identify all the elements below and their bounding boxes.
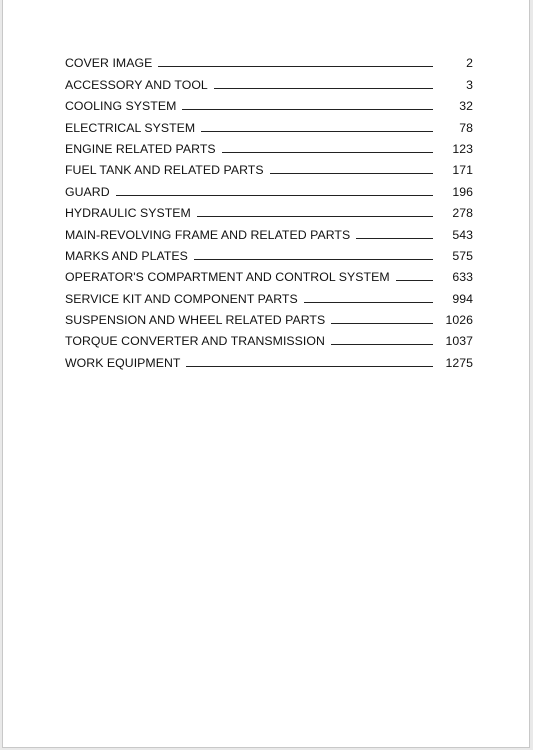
- toc-entry-page: 994: [452, 291, 473, 306]
- toc-entry-title: ACCESSORY AND TOOL: [65, 77, 208, 92]
- toc-entry[interactable]: [65, 263, 473, 284]
- toc-entry[interactable]: [65, 156, 473, 177]
- toc-entry-page: 633: [452, 270, 473, 285]
- toc-leader-line: [222, 152, 433, 153]
- toc-leader-line: [186, 366, 433, 367]
- toc-entry[interactable]: [65, 199, 473, 220]
- toc-entry-page: 1026: [445, 313, 473, 328]
- table-of-contents: [65, 49, 473, 370]
- toc-entry[interactable]: [65, 177, 473, 198]
- toc-entry-page: 1037: [445, 334, 473, 349]
- toc-entry[interactable]: [65, 220, 473, 241]
- toc-entry[interactable]: [65, 49, 473, 70]
- toc-entry-page: 32: [459, 99, 473, 114]
- document-page: [2, 0, 530, 748]
- toc-entry[interactable]: [65, 348, 473, 369]
- toc-entry-page: 543: [452, 227, 473, 242]
- toc-entry-title: TORQUE CONVERTER AND TRANSMISSION: [65, 334, 325, 349]
- toc-entry[interactable]: [65, 113, 473, 134]
- toc-entry-title: GUARD: [65, 184, 110, 199]
- toc-entry-page: 123: [452, 141, 473, 156]
- toc-entry-title: ELECTRICAL SYSTEM: [65, 120, 196, 135]
- toc-entry[interactable]: [65, 135, 473, 156]
- toc-entry-page: 196: [452, 184, 473, 199]
- toc-leader-line: [194, 259, 433, 260]
- toc-entry-title: SUSPENSION AND WHEEL RELATED PARTS: [65, 313, 326, 328]
- toc-leader-line: [201, 131, 433, 132]
- toc-entry-title: COOLING SYSTEM: [65, 99, 177, 114]
- toc-entry-title: OPERATOR'S COMPARTMENT AND CONTROL SYSTEM: [65, 270, 390, 285]
- toc-entry-page: 171: [452, 163, 473, 178]
- toc-entry[interactable]: [65, 327, 473, 348]
- toc-entry-title: SERVICE KIT AND COMPONENT PARTS: [65, 291, 298, 306]
- toc-entry-page: 2: [466, 56, 473, 71]
- toc-entry-title: HYDRAULIC SYSTEM: [65, 206, 191, 221]
- toc-entry-title: MARKS AND PLATES: [65, 248, 188, 263]
- toc-entry-page: 278: [452, 206, 473, 221]
- toc-entry-title: COVER IMAGE: [65, 56, 153, 71]
- toc-entry[interactable]: [65, 306, 473, 327]
- toc-leader-line: [197, 216, 433, 217]
- toc-entry-title: FUEL TANK AND RELATED PARTS: [65, 163, 264, 178]
- toc-entry-page: 78: [459, 120, 473, 135]
- toc-leader-line: [396, 280, 433, 281]
- toc-entry-title: WORK EQUIPMENT: [65, 355, 181, 370]
- toc-leader-line: [214, 88, 433, 89]
- toc-entry[interactable]: [65, 70, 473, 91]
- toc-leader-line: [356, 238, 433, 239]
- toc-entry[interactable]: [65, 92, 473, 113]
- toc-entry[interactable]: [65, 242, 473, 263]
- toc-entry[interactable]: [65, 284, 473, 305]
- toc-entry-page: 3: [466, 77, 473, 92]
- toc-leader-line: [331, 323, 433, 324]
- toc-leader-line: [182, 109, 433, 110]
- toc-leader-line: [158, 66, 433, 67]
- toc-entry-title: ENGINE RELATED PARTS: [65, 141, 216, 156]
- toc-leader-line: [270, 173, 433, 174]
- toc-leader-line: [304, 302, 433, 303]
- toc-leader-line: [116, 195, 433, 196]
- toc-leader-line: [331, 344, 433, 345]
- toc-entry-title: MAIN-REVOLVING FRAME AND RELATED PARTS: [65, 227, 351, 242]
- toc-entry-page: 1275: [445, 355, 473, 370]
- toc-entry-page: 575: [452, 248, 473, 263]
